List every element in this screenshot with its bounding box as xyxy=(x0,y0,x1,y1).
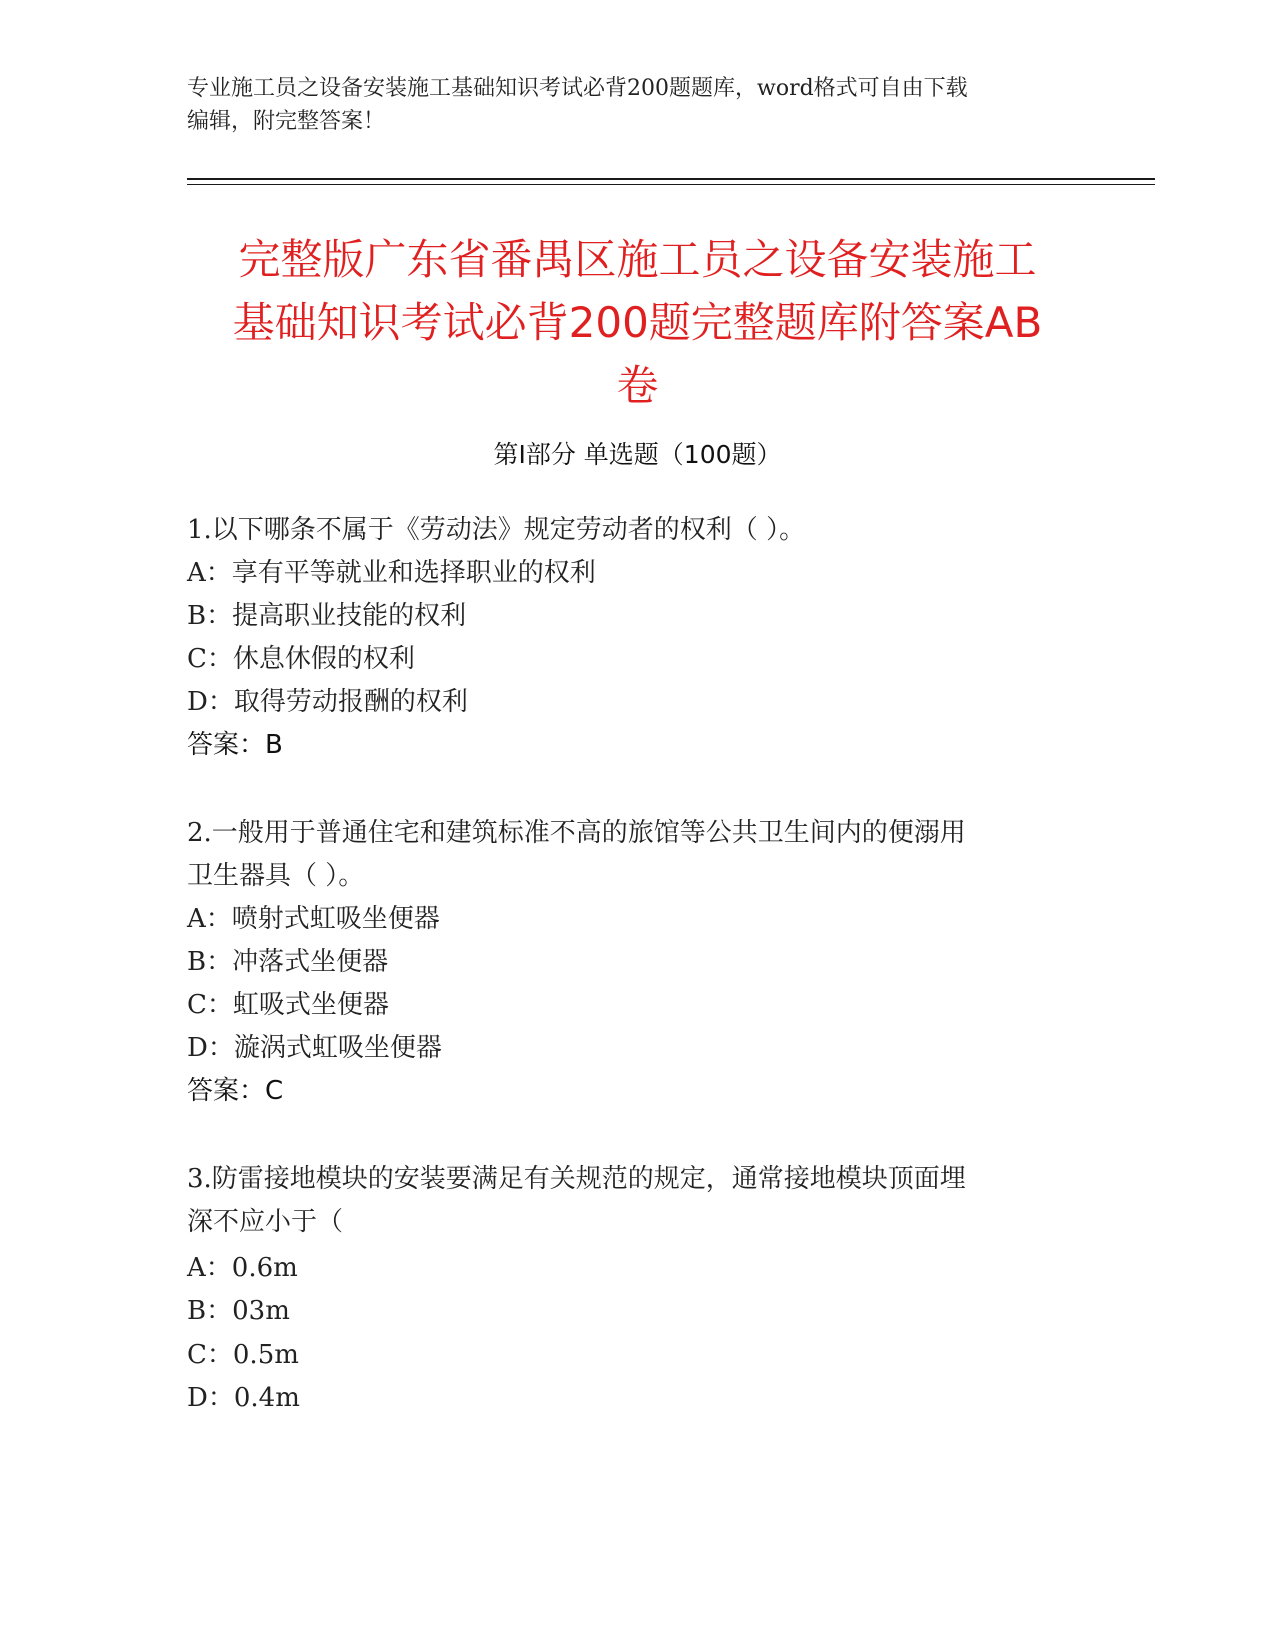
option-c: C：休息休假的权利 xyxy=(187,644,415,674)
question-stem-continued: 卫生器具（ ）。 xyxy=(187,861,365,891)
option-b: B：冲落式坐便器 xyxy=(187,947,389,977)
option-c: C：0.5m xyxy=(187,1340,299,1370)
option-c: C：虹吸式坐便器 xyxy=(187,990,389,1020)
option-a: A：喷射式虹吸坐便器 xyxy=(187,904,440,934)
header-divider-thin xyxy=(187,184,1155,185)
header-note-line: 专业施工员之设备安装施工基础知识考试必背200题题库，word格式可自由下载 xyxy=(187,76,968,101)
option-d: D：漩涡式虹吸坐便器 xyxy=(187,1033,442,1063)
header-note-line: 编辑，附完整答案！ xyxy=(187,109,386,134)
question-stem: 2.一般用于普通住宅和建筑标准不高的旅馆等公共卫生间内的便溺用 xyxy=(187,818,966,848)
question-stem: 1.以下哪条不属于《劳动法》规定劳动者的权利（ ）。 xyxy=(187,515,806,545)
option-b: B：提高职业技能的权利 xyxy=(187,601,467,631)
title-line: 基础知识考试必背200题完整题库附答案AB xyxy=(232,298,1043,347)
section-heading: 第I部分 单选题（100题） xyxy=(493,440,782,469)
question-stem-continued: 深不应小于（ xyxy=(187,1207,344,1237)
option-a: A：0.6m xyxy=(187,1253,298,1283)
answer-line: 答案：C xyxy=(187,1076,284,1106)
option-d: D：0.4m xyxy=(187,1383,300,1413)
option-b: B：03m xyxy=(187,1296,290,1326)
option-d: D：取得劳动报酬的权利 xyxy=(187,687,468,717)
answer-line: 答案：B xyxy=(187,730,283,760)
header-divider xyxy=(187,178,1155,180)
option-a: A：享有平等就业和选择职业的权利 xyxy=(187,558,596,588)
document-title xyxy=(160,228,1115,417)
title-line: 完整版广东省番禺区施工员之设备安装施工 xyxy=(238,235,1037,284)
question-stem: 3.防雷接地模块的安装要满足有关规范的规定，通常接地模块顶面埋 xyxy=(187,1164,966,1194)
header-note xyxy=(187,72,1087,138)
title-line: 卷 xyxy=(616,361,659,410)
